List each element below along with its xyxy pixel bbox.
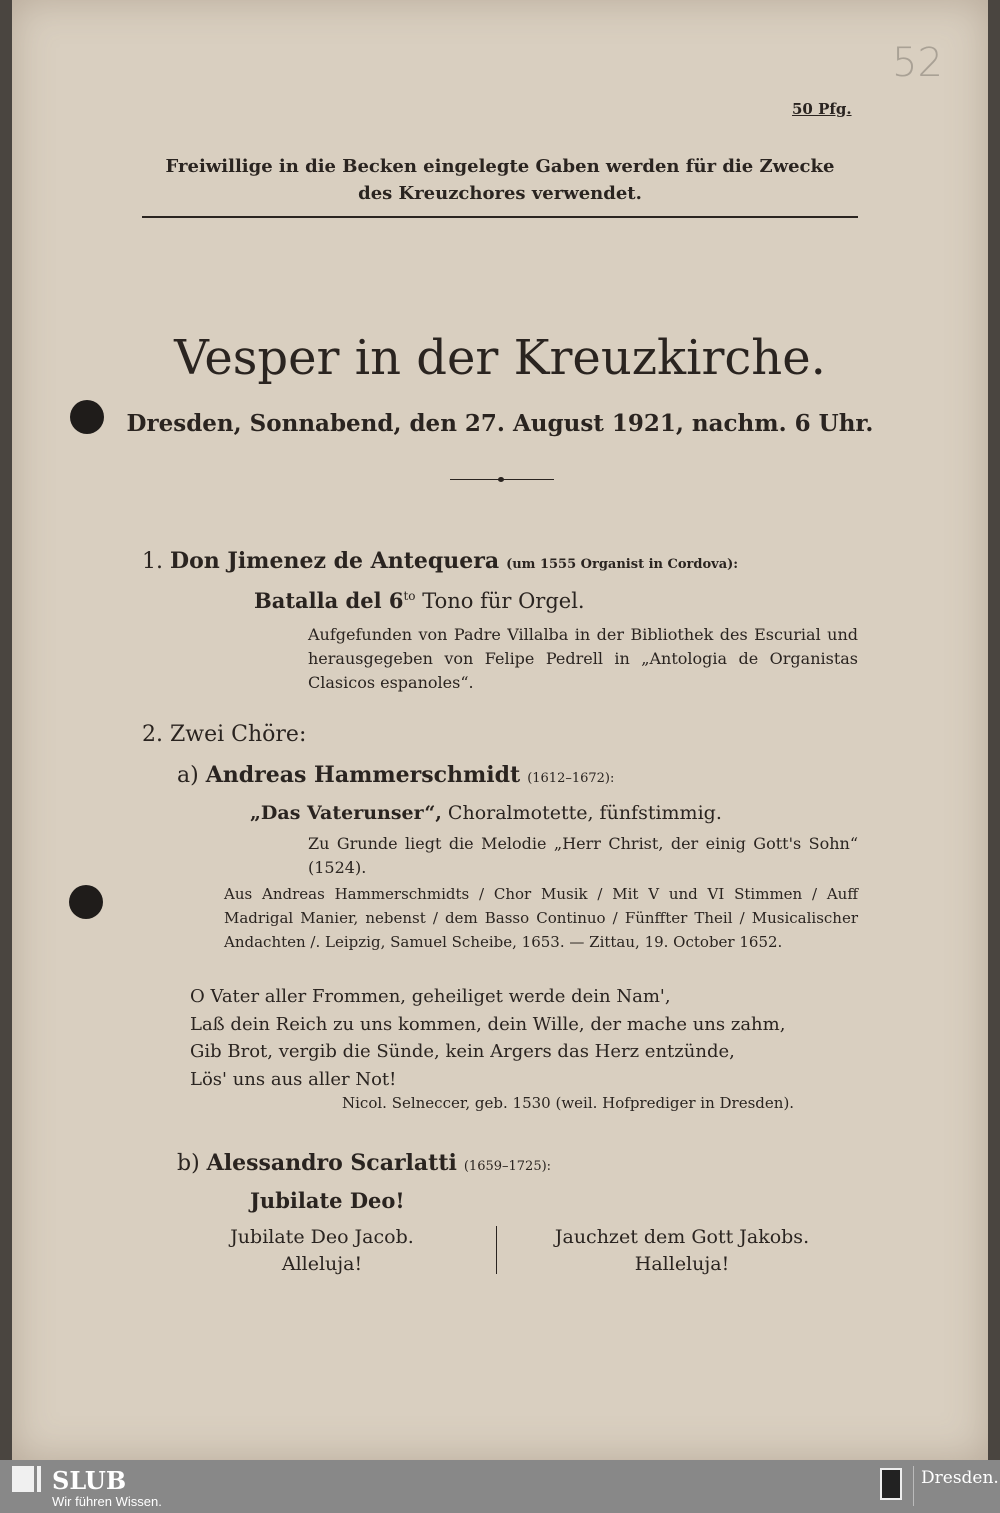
price: 50 Pfg. — [792, 100, 852, 118]
hymn-text — [190, 983, 785, 1093]
punch-hole — [70, 400, 104, 434]
work-title: „Das Vaterunser“, — [250, 802, 442, 824]
composer-name: Alessandro Scarlatti — [206, 1150, 457, 1176]
subitem-label: a) — [177, 763, 199, 788]
item-2a-work — [250, 802, 722, 824]
tagline: Wir führen Wissen. — [52, 1494, 162, 1509]
footer-divider — [913, 1466, 914, 1506]
ornament-dot — [498, 477, 504, 482]
page-title: Vesper in der Kreuzkirche. — [174, 330, 826, 386]
work-title: Batalla del 6 — [254, 588, 404, 613]
work-superscript: to — [403, 589, 416, 603]
work-description: Choralmotette, fünfstimmig. — [441, 802, 722, 824]
item-2b-work: Jubilate Deo! — [250, 1188, 405, 1213]
item-number: 2. — [142, 722, 163, 747]
composer-dates: (1612–1672): — [527, 771, 615, 786]
composer-note: (um 1555 Organist in Cordova): — [506, 557, 739, 572]
item-2a-source: Aus Andreas Hammerschmidts / Chor Musik / Mit V und VI Stimmen / Auff Madrigal Manier, nebenst / dem Basso Continuo / Fünffter Theil / Musicalischer Andachten /. Leipzig, Samuel Scheibe, 1653. — Zittau, 19. October 1652. — [224, 885, 858, 951]
document-page — [12, 0, 988, 1460]
hymn-author: Nicol. Selneccer, geb. 1530 (weil. Hofprediger in Dresden). — [342, 1094, 795, 1112]
hymn-line: Laß dein Reich zu uns kommen, dein Wille, der mache uns zahm, — [190, 1013, 786, 1035]
german-line: Halleluja! — [634, 1253, 730, 1275]
item-1-heading — [142, 548, 738, 574]
hymn-line: Gib Brot, vergib die Sünde, kein Argers das Herz entzünde, — [190, 1041, 735, 1062]
melody-note: Zu Grunde liegt die Melodie „Herr Christ, der einig Gott's Sohn“ (1524). — [308, 834, 858, 877]
footer-bar — [0, 1460, 1000, 1513]
item-2a-heading — [177, 762, 614, 788]
subitem-label: b) — [177, 1151, 200, 1176]
german-line: Jauchzet dem Gott Jakobs. — [554, 1226, 810, 1248]
item-heading: Zwei Chöre: — [170, 722, 307, 747]
composer-dates: (1659–1725): — [463, 1159, 552, 1174]
work-title-rest: Tono für Orgel. — [415, 589, 585, 613]
composer-name: Don Jimenez de Antequera — [170, 548, 500, 574]
item-2-heading — [142, 722, 306, 747]
item-number: 1. — [142, 549, 163, 574]
donation-note-line-1: Freiwillige in die Becken eingelegte Gaben werden für die Zwecke — [165, 156, 835, 177]
composer-name: Andreas Hammerschmidt — [205, 762, 521, 788]
hymn-line: Lös' uns aus aller Not! — [190, 1068, 397, 1090]
pencil-mark: 52 — [892, 40, 943, 86]
german-text — [532, 1224, 832, 1278]
latin-text — [192, 1224, 452, 1278]
dresden-coat-of-arms-icon — [880, 1468, 902, 1500]
latin-line: Jubilate Deo Jacob. — [230, 1226, 414, 1248]
dresden-logo-text[interactable]: Dresden. — [921, 1468, 999, 1488]
book-icon — [12, 1466, 37, 1492]
donation-note-line-2: des Kreuzchores verwendet. — [358, 183, 642, 204]
item-1-work — [254, 588, 585, 613]
slub-logo-text[interactable]: SLUB — [52, 1466, 127, 1495]
hymn-line: O Vater aller Frommen, geheiliget werde dein Nam', — [190, 986, 671, 1007]
item-1-source: Aufgefunden von Padre Villalba in der Bibliothek des Escurial und herausgegeben von Felipe Pedrell in „Antologia de Organistas Clasicos espanoles“. — [308, 625, 858, 692]
header-rule — [142, 216, 858, 218]
latin-line: Alleluja! — [281, 1253, 363, 1275]
page-subtitle: Dresden, Sonnabend, den 27. August 1921, nachm. 6 Uhr. — [126, 410, 874, 437]
punch-hole — [69, 885, 103, 919]
column-divider — [496, 1226, 497, 1274]
item-2b-heading — [177, 1150, 551, 1176]
